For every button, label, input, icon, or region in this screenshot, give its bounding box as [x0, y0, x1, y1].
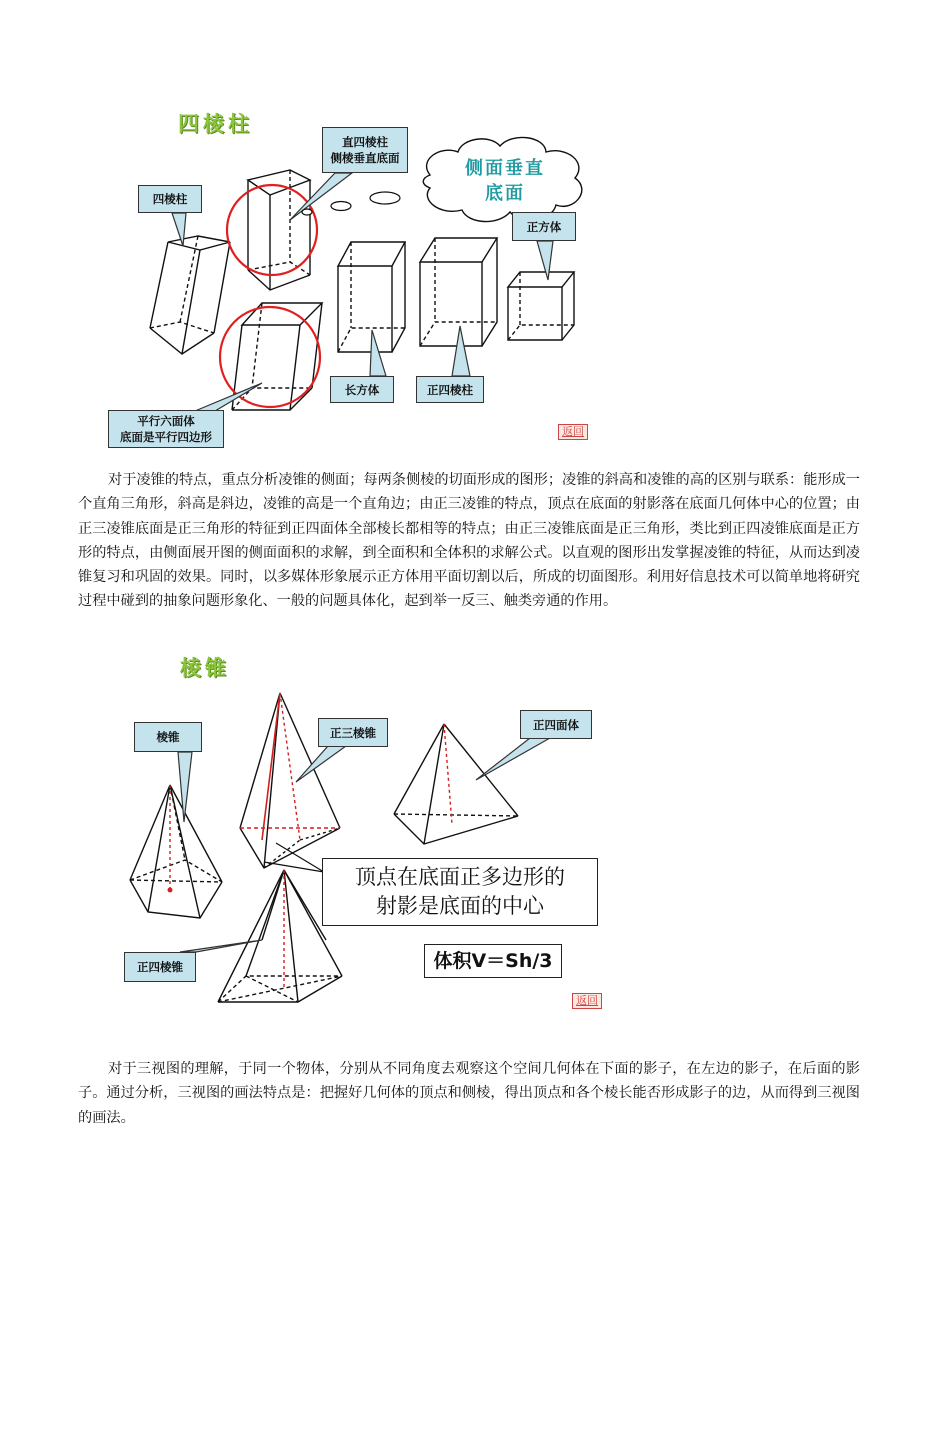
- section1-title: 四棱柱: [178, 111, 253, 136]
- back-button-1[interactable]: 返回: [558, 424, 588, 440]
- callout-prism-text: 四棱柱: [152, 192, 188, 206]
- section2-title: 棱锥: [180, 655, 230, 680]
- callout-regular-triangular-text: 正三棱锥: [330, 725, 376, 740]
- projection-note-line1: 顶点在底面正多边形的: [355, 865, 565, 889]
- callout-cuboid-text: 长方体: [344, 382, 380, 397]
- callout-parallelepiped-line1: 平行六面体: [137, 414, 195, 428]
- pyramid-figure: [130, 785, 222, 918]
- callout-parallelepiped-line2: 底面是平行四边形: [120, 430, 212, 444]
- callout-tetrahedron: [520, 710, 592, 739]
- cloud-line1: 侧面垂直: [465, 158, 545, 179]
- paragraph-2: 对于三视图的理解，于同一个物体，分别从不同角度去观察这个空间几何体在下面的影子，在左边的影子，在后面的影子。通过分析，三视图的画法特点是：把握好几何体的顶点和侧棱，得出顶点和各个棱长能否形成影子的边，从而得到三视图的画法。: [78, 1061, 860, 1126]
- projection-note-line2: 射影是底面的中心: [376, 894, 544, 918]
- back-button-2[interactable]: 返回: [572, 993, 602, 1009]
- volume-formula: 体积V＝Sh/3: [433, 950, 553, 972]
- paragraph-1: 对于凌锥的特点，重点分析凌锥的侧面；每两条侧棱的切面形成的图形；凌锥的斜高和凌锥的高的区别与联系：能形成一个直角三角形，斜高是斜边，凌锥的高是一个直角边；由正三凌锥的特点，顶点在底面的射影落在底面几何体中心的位置；由正三凌锥底面是正三角形的特征到正四面体全部棱长都相等的特点；由正三凌锥底面是正三角形，类比到正四凌锥底面是正方形的特点，由侧面展开图的侧面面积的求解，到全面积和全体积的求解公式。以直观的图形出发掌握凌锥的特征，从而达到凌锥复习和巩固的效果。同时，以多媒体形象展示正方体用平面切割以后，所成的切面图形。利用好信息技术可以简单地将研究过程中碰到的抽象问题形象化、一般的问题具体化，起到举一反三、触类旁通的作用。: [78, 472, 860, 610]
- callout-regular-square: [124, 952, 196, 982]
- volume-formula-box: [424, 944, 562, 978]
- callout-pyramid-text: 棱锥: [156, 730, 180, 744]
- projection-note-box: [322, 858, 598, 926]
- cloud-line2: 底面: [485, 183, 525, 204]
- callout-cube-text: 正方体: [526, 219, 562, 234]
- callout-tetrahedron-text: 正四面体: [533, 717, 579, 732]
- callout-pyramid: [134, 722, 202, 752]
- callout-regular-prism-text: 正四棱柱: [427, 382, 473, 397]
- callout-regular-square-text: 正四棱锥: [137, 960, 183, 974]
- tetrahedron-figure: [394, 724, 518, 844]
- callout-right-prism-line1: 直四棱柱: [342, 135, 388, 149]
- callout-right-prism-line2: 侧棱垂直底面: [330, 151, 400, 165]
- callout-regular-triangular: [318, 718, 388, 747]
